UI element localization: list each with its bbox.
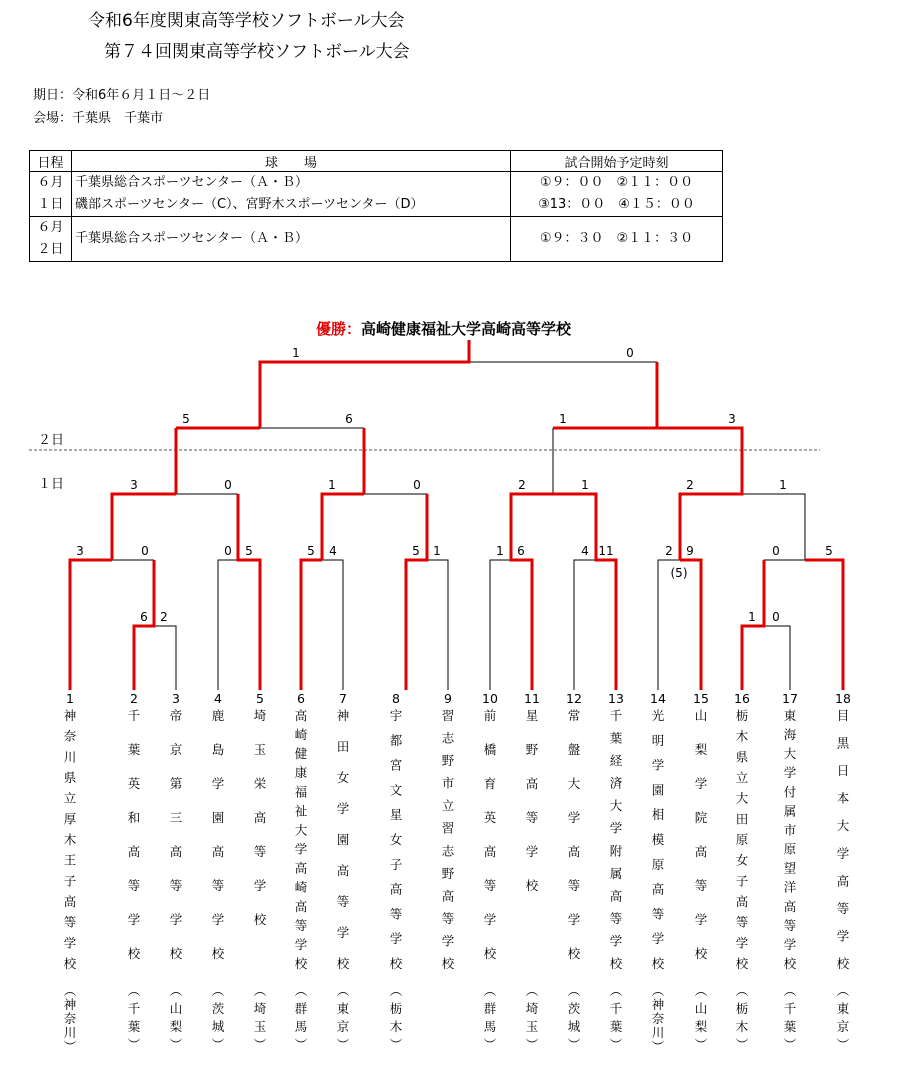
tournament-title-2: 第７４回関東高等学校ソフトボール大会	[104, 42, 410, 62]
score: 2	[160, 610, 168, 624]
team-name: 山梨学院高等学校	[694, 708, 708, 961]
score: 0	[772, 544, 780, 558]
score: 6	[517, 544, 525, 558]
bracket-line	[490, 560, 511, 690]
score: 0	[141, 544, 149, 558]
bracket-line	[764, 560, 805, 626]
team-prefecture: ︵栃木︶	[735, 983, 749, 1052]
score: 3	[130, 478, 138, 492]
team-name: 高崎健康福祉大学高崎高等学校	[294, 708, 308, 971]
team-number: 6	[297, 691, 305, 706]
score: 6	[345, 412, 353, 426]
team-number: 1	[66, 691, 74, 706]
schedule-header-time: 試合開始予定時刻	[511, 151, 723, 172]
schedule-day-month: ６月	[37, 175, 64, 190]
schedule-time: ①９：００ ②１１：００	[539, 175, 694, 190]
team-number: 10	[482, 691, 498, 706]
team-prefecture: ︵茨城︶	[567, 983, 581, 1052]
team-number: 17	[782, 691, 798, 706]
winner-line	[70, 560, 112, 690]
winner-line	[238, 494, 260, 690]
team-number: 4	[214, 691, 222, 706]
score: 1	[328, 478, 336, 492]
schedule-day-date: １日	[37, 197, 64, 212]
team-number: 13	[608, 691, 624, 706]
score: 5	[825, 544, 833, 558]
score: 3	[76, 544, 84, 558]
team-prefecture: ︵神奈川︶	[63, 983, 77, 1054]
team-prefecture: ︵群馬︶	[483, 983, 497, 1052]
team-prefecture: ︵群馬︶	[294, 983, 308, 1052]
team-number: 18	[835, 691, 851, 706]
extra-inning-note: (5)	[670, 566, 688, 580]
team-name: 宇都宮文星女子高等学校	[389, 708, 403, 971]
team-prefecture: ︵東京︶	[836, 983, 850, 1052]
team-number: 9	[444, 691, 452, 706]
team-number: 12	[566, 691, 582, 706]
team-number: 7	[339, 691, 347, 706]
team-number: 14	[650, 691, 666, 706]
bracket-line	[427, 560, 448, 690]
team-number: 8	[392, 691, 400, 706]
winner-line	[742, 560, 764, 690]
team-name: 目黒日本大学高等学校	[836, 708, 850, 971]
team-name: 神田女学園高等学校	[336, 708, 350, 971]
winner-line	[805, 560, 843, 690]
score: 0	[626, 346, 634, 360]
score: 1	[496, 544, 504, 558]
score: 1	[779, 478, 787, 492]
team-number: 15	[693, 691, 709, 706]
team-number: 2	[130, 691, 138, 706]
score: 3	[728, 412, 736, 426]
team-prefecture: ︵埼玉︶	[253, 983, 267, 1052]
schedule-header-venue: 球 場	[72, 151, 511, 172]
team-number: 16	[734, 691, 750, 706]
schedule-header-day: 日程	[30, 151, 72, 172]
team-prefecture: ︵山梨︶	[169, 983, 183, 1052]
team-prefecture: ︵東京︶	[336, 983, 350, 1052]
score: 5	[412, 544, 420, 558]
champion-label: 優勝：高崎健康福祉大学高崎高等学校	[316, 320, 572, 338]
team-prefecture: ︵千葉︶	[783, 983, 797, 1052]
team-prefecture: ︵神奈川︶	[651, 983, 665, 1054]
team-name: 前橋育英高等学校	[483, 708, 497, 961]
team-name: 栃木県立大田原女子高等学校	[735, 708, 749, 971]
score: 2	[665, 544, 673, 558]
schedule-day-month: ６月	[37, 220, 64, 235]
schedule-time: ①９：３０ ②１１：３０	[539, 231, 694, 246]
team-name: 帝京第三高等学校	[169, 708, 183, 961]
score: 4	[329, 544, 337, 558]
score: 1	[292, 346, 300, 360]
winner-line	[657, 428, 742, 560]
schedule-venue: 千葉県総合スポーツセンター（Ａ・Ｂ）	[75, 231, 308, 246]
score: 2	[686, 478, 694, 492]
tournament-dates: 期日：令和6年６月１日～２日	[33, 88, 211, 103]
team-prefecture: ︵山梨︶	[694, 983, 708, 1052]
team-name: 常盤大学高等学校	[567, 708, 581, 961]
bracket-line	[154, 626, 176, 690]
score: 0	[224, 544, 232, 558]
score: 5	[182, 412, 190, 426]
team-number: 3	[172, 691, 180, 706]
team-prefecture: ︵茨城︶	[211, 983, 225, 1052]
score: 0	[224, 478, 232, 492]
team-name: 東海大学付属市原望洋高等学校	[783, 708, 797, 971]
score: 11	[598, 544, 614, 558]
team-prefecture: ︵栃木︶	[389, 983, 403, 1052]
team-number: 11	[524, 691, 540, 706]
schedule-day-date: ２日	[37, 242, 64, 257]
score: 1	[581, 478, 589, 492]
bracket-line	[218, 560, 238, 690]
team-name: 星野高等学校	[525, 708, 539, 893]
tournament-venue: 会場：千葉県 千葉市	[33, 111, 164, 126]
winner-lines	[70, 340, 843, 690]
winner-line	[406, 494, 427, 690]
score: 0	[772, 610, 780, 624]
team-name: 千葉経済大学附属高等学校	[609, 708, 623, 971]
team-name: 神奈川県立厚木王子高等学校	[63, 708, 77, 971]
score: 1	[559, 412, 567, 426]
team-name: 鹿島学園高等学校	[211, 708, 225, 961]
team-name: 千葉英和高等学校	[127, 708, 141, 961]
team-name: 習志野市立習志野高等学校	[441, 708, 455, 971]
score: 1	[433, 544, 441, 558]
winner-line	[301, 560, 322, 690]
score: 5	[245, 544, 253, 558]
team-prefecture: ︵千葉︶	[609, 983, 623, 1052]
schedule-venue: 千葉県総合スポーツセンター（Ａ・Ｂ）	[75, 175, 308, 190]
winner-line	[553, 494, 616, 690]
score: 6	[140, 610, 148, 624]
score: 2	[518, 478, 526, 492]
team-prefecture: ︵埼玉︶	[525, 983, 539, 1052]
tournament-title-1: 令和6年度関東高等学校ソフトボール大会	[88, 11, 405, 31]
score: 9	[686, 544, 694, 558]
score: 0	[413, 478, 421, 492]
team-number: 5	[256, 691, 264, 706]
bracket-line	[322, 560, 343, 690]
day-label-2: ２日	[38, 433, 65, 448]
winner-line	[511, 494, 553, 690]
score: 1	[748, 610, 756, 624]
team-name: 光明学園相模原高等学校	[651, 708, 665, 971]
team-prefecture: ︵千葉︶	[127, 983, 141, 1052]
schedule-time: ③13：００ ④１５：００	[538, 197, 695, 212]
bracket-line	[574, 560, 596, 690]
winner-line	[134, 560, 154, 690]
score: 5	[307, 544, 315, 558]
schedule-venue: 磯部スポーツセンター（C）、宮野木スポーツセンター（D）	[75, 197, 424, 212]
team-name: 埼玉栄高等学校	[253, 708, 267, 927]
bracket-line	[764, 626, 790, 690]
team-list	[64, 691, 851, 1054]
day-label-1: １日	[38, 477, 65, 492]
score: 4	[581, 544, 589, 558]
